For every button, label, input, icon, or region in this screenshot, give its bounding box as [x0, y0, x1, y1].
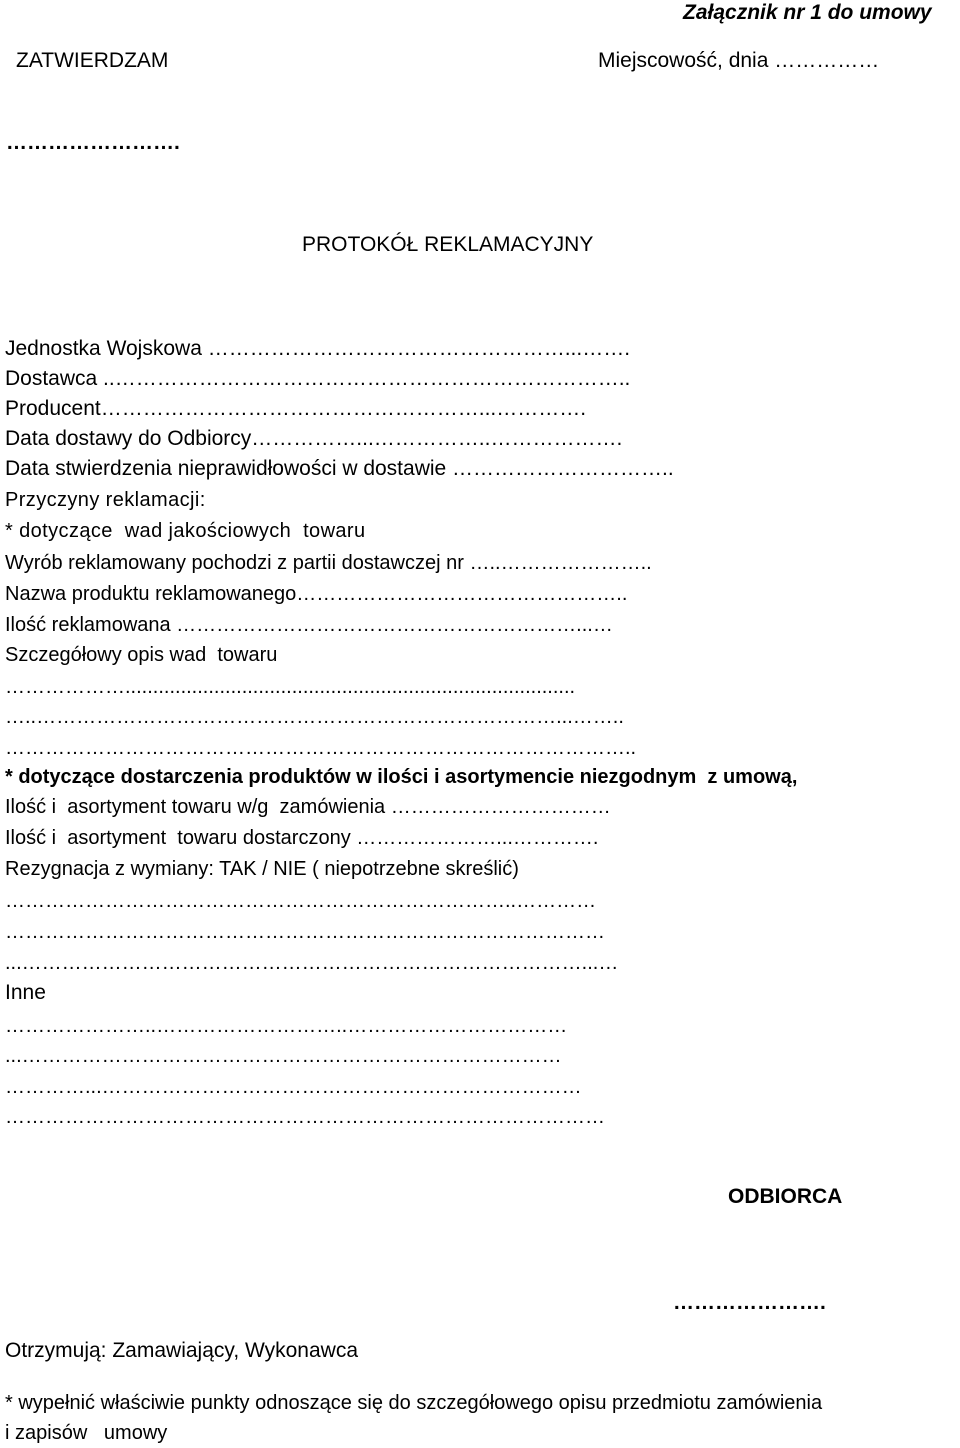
producer-field: Producent………………………………………………...…………. — [5, 397, 587, 420]
quantity-field: Ilość reklamowana ……………………………………………………...… — [5, 614, 613, 636]
quality-defects-label: * dotyczące wad jakościowych towaru — [5, 520, 366, 542]
reasons-label: Przyczyny reklamacji: — [5, 489, 206, 511]
approve-label: ZATWIERDZAM — [16, 49, 169, 72]
delivered-field: Ilość i asortyment towaru dostarczony …………………...…………. — [5, 827, 599, 849]
resignation-line-2: ……………………………………………………………………………… — [5, 921, 605, 943]
footnote-line-2: i zapisów umowy — [5, 1422, 168, 1444]
batch-field: Wyrób reklamowany pochodzi z partii dostawczej nr …..………………….. — [5, 552, 652, 574]
product-name-field: Nazwa produktu reklamowanego………………………………………….. — [5, 583, 628, 605]
footnote-line-1: * wypełnić właściwie punkty odnoszące się do szczegółowego opisu przedmiotu zamówienia — [5, 1392, 823, 1414]
signature-line: ……………………. — [6, 131, 180, 154]
recipient-label: ODBIORCA — [728, 1185, 843, 1208]
defects-line-2: …..……………………………………………………………………...…….. — [5, 706, 624, 728]
resignation-line-1: …………………………………………………………………..………… — [5, 890, 597, 912]
quantity-mismatch-label: * dotyczące dostarczenia produktów w ilości i asortymencie niezgodnym z umową, — [5, 766, 798, 788]
other-line-3: …………...……………………………………………………………… — [5, 1076, 582, 1098]
delivery-date-field: Data dostawy do Odbiorcy……………...……………..………………. — [5, 427, 623, 450]
defects-line-3: ………………………………………………………………………………….. — [5, 737, 637, 759]
other-line-2: ...……………………………………………………………………… — [5, 1045, 562, 1067]
defects-description-label: Szczegółowy opis wad towaru — [5, 644, 278, 666]
document-title: PROTOKÓŁ REKLAMACYJNY — [302, 233, 594, 256]
resignation-field: Rezygnacja z wymiany: TAK / NIE ( niepotrzebne skreślić) — [5, 858, 519, 880]
other-line-1: …………………..………………………..…………………………… — [5, 1015, 568, 1037]
defects-line-1: ………………................................................................................. — [5, 676, 576, 698]
recipient-signature-line: …………………. — [673, 1291, 826, 1314]
other-line-4: ……………………………………………………………………………… — [5, 1106, 605, 1128]
other-label: Inne — [5, 981, 46, 1004]
copies-label: Otrzymują: Zamawiający, Wykonawca — [5, 1339, 359, 1362]
resignation-line-3: ...…………………………………………………………………………...… — [5, 952, 619, 974]
ordered-field: Ilość i asortyment towaru w/g zamówienia …………………………… — [5, 796, 611, 818]
annex-label: Załącznik nr 1 do umowy — [683, 1, 932, 24]
irregularity-date-field: Data stwierdzenia nieprawidłowości w dostawie ………………………….. — [5, 457, 674, 480]
supplier-field: Dostawca ..……………………………………………………………….. — [5, 367, 631, 390]
place-date-field: Miejscowość, dnia …………… — [598, 49, 880, 72]
military-unit-field: Jednostka Wojskowa ……………………………………………...……. — [5, 337, 631, 360]
